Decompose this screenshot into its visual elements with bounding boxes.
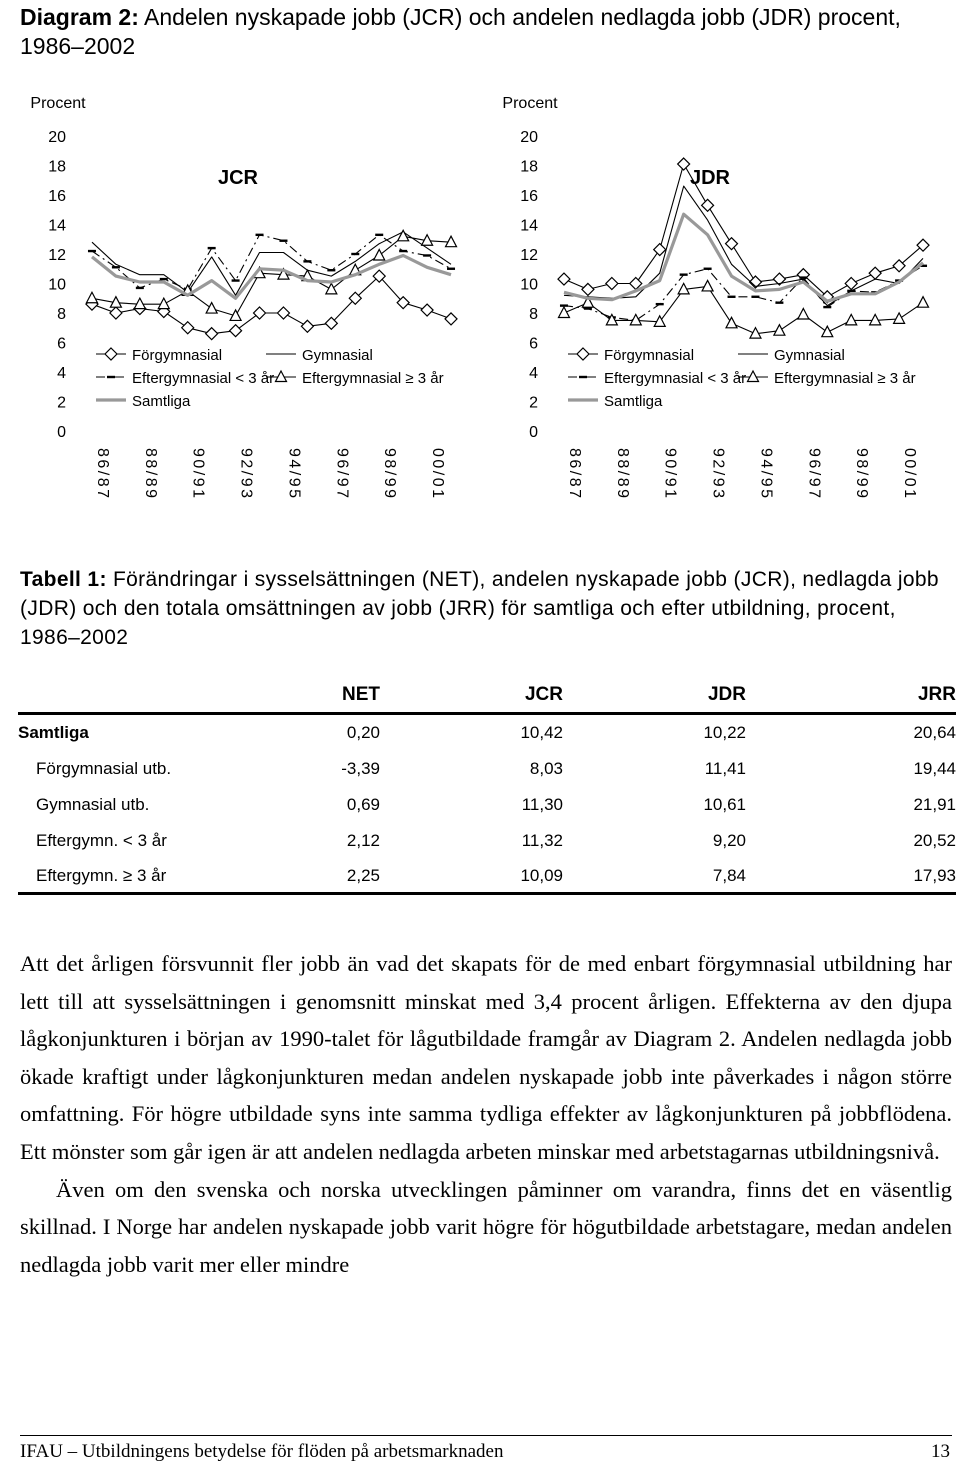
- data-point: [445, 313, 457, 325]
- stats-table: [18, 678, 956, 895]
- cell-net: 0,20: [346, 723, 380, 742]
- table-header-jrr: JRR: [746, 678, 956, 714]
- cell-jdr: 10,61: [703, 795, 746, 814]
- cell-jrr: 20,52: [913, 831, 956, 850]
- legend-marker: [276, 371, 287, 382]
- table-row: [18, 859, 956, 894]
- series-4: [92, 256, 451, 299]
- table-header-net: NET: [208, 678, 380, 714]
- x-tick-label: 92/93: [237, 448, 255, 501]
- series-3: [558, 280, 928, 338]
- data-point: [726, 317, 737, 328]
- table-row: [18, 787, 956, 823]
- y-tick-label: 14: [48, 217, 66, 235]
- legend-marker: [577, 348, 589, 360]
- data-point: [158, 298, 169, 309]
- x-tick-label: 00/01: [901, 448, 919, 501]
- y-tick-label: 14: [520, 217, 538, 235]
- data-point: [918, 297, 929, 308]
- y-tick-label: 20: [520, 129, 538, 146]
- series-line: [92, 256, 451, 299]
- data-point: [774, 325, 785, 336]
- table-row: [18, 823, 956, 859]
- data-point: [230, 325, 242, 337]
- legend: [96, 347, 444, 410]
- series-line: [92, 276, 451, 334]
- cell-jdr: 7,84: [563, 859, 746, 894]
- legend-marker: [105, 348, 117, 360]
- cell-jcr: 10,09: [380, 859, 563, 894]
- legend-label: Gymnasial: [302, 347, 373, 364]
- y-tick-label: 12: [520, 247, 538, 264]
- x-tick-label: 96/97: [805, 448, 823, 501]
- y-tick-label: 18: [48, 158, 66, 176]
- row-label: Samtliga: [18, 723, 89, 742]
- y-tick-label: 4: [529, 365, 538, 382]
- chart-title: JDR: [689, 167, 731, 189]
- x-tick-label: 90/91: [661, 448, 679, 501]
- diagram-title-text: Andelen nyskapade jobb (JCR) och andelen nedlagda jobb (JDR) procent, 1986–2002: [20, 4, 901, 59]
- page-number: 13: [931, 1441, 950, 1462]
- cell-net: -3,39: [341, 759, 380, 778]
- y-tick-label: 2: [529, 394, 538, 412]
- cell-jrr: 17,93: [746, 859, 956, 894]
- data-point: [822, 326, 833, 337]
- data-point: [110, 307, 122, 319]
- data-point: [206, 303, 217, 314]
- footer-rule: [20, 1435, 952, 1436]
- data-point: [254, 307, 266, 319]
- x-tick-label: 98/99: [853, 448, 871, 501]
- x-tick-label: 96/97: [333, 448, 351, 501]
- series-1: [564, 186, 923, 306]
- data-point: [702, 199, 714, 211]
- x-tick-label: 86/87: [565, 448, 583, 501]
- data-point: [558, 273, 570, 285]
- chart-jdr: [490, 86, 945, 506]
- legend-label: Samtliga: [604, 393, 663, 410]
- data-point: [869, 267, 881, 279]
- legend: [568, 347, 916, 410]
- data-point: [374, 249, 385, 260]
- cell-net: 2,25: [208, 859, 380, 894]
- series-line: [564, 214, 923, 301]
- series-line: [564, 164, 923, 297]
- data-point: [678, 158, 690, 170]
- y-tick-label: 18: [520, 158, 538, 176]
- x-tick-label: 88/89: [141, 448, 159, 501]
- cell-jrr: 19,44: [913, 759, 956, 778]
- legend-label: Eftergymnasial ≥ 3 år: [774, 370, 916, 387]
- cell-jcr: 11,30: [521, 795, 563, 814]
- x-tick-label: 86/87: [93, 448, 111, 501]
- chart-title: JCR: [217, 167, 259, 189]
- table-row: [18, 714, 956, 752]
- cell-jdr: 9,20: [712, 831, 746, 850]
- legend-label: Förgymnasial: [132, 347, 223, 364]
- cell-jdr: 11,41: [704, 759, 746, 778]
- series-4: [564, 214, 923, 301]
- data-point: [582, 283, 594, 295]
- data-point: [894, 313, 905, 324]
- series-line: [92, 236, 451, 316]
- row-label: Gymnasial utb.: [36, 795, 150, 814]
- table-title: [20, 565, 940, 652]
- cell-jcr: 11,32: [521, 831, 563, 850]
- data-point: [326, 283, 337, 294]
- data-point: [206, 328, 218, 340]
- y-tick-label: 6: [57, 335, 66, 353]
- x-tick-label: 00/01: [429, 448, 447, 501]
- x-tick-label: 98/99: [381, 448, 399, 501]
- legend-label: Eftergymnasial < 3 år: [604, 370, 747, 387]
- y-tick-label: 10: [48, 276, 66, 294]
- paragraph: Att det årligen försvunnit fler jobb än vad det skapats för de med enbart förgymnasial utbildning har lett till att sysselsättningen i genomsnitt minskat med 3,4 procent årligen. Effekterna av den djupa lågkonjunkturen i början av 1990-talet för lågutbildade framgår av Diagram 2. Andelen nedlagda jobb ökade kraftigt under lågkonjunkturen medan andelen nyskapade jobb inte påverkades i någon större omfattning. För högre utbildade syns inte samma tydliga effekter av lågkonjunkturen på jobbflödena. Ett mönster som går igen är att andelen nedlagda arbeten minskar med arbetstagarnas utbildningsnivå.: [20, 951, 952, 1164]
- legend-label: Eftergymnasial < 3 år: [132, 370, 275, 387]
- y-tick-label: 16: [48, 188, 66, 205]
- table-header-empty: [18, 678, 208, 714]
- x-tick-label: 94/95: [757, 448, 775, 501]
- y-tick-label: 8: [529, 306, 538, 323]
- row-label: Förgymnasial utb.: [36, 759, 172, 778]
- data-point: [845, 278, 857, 290]
- y-tick-label: 2: [57, 394, 66, 412]
- table-header-row: [18, 678, 956, 714]
- data-point: [726, 238, 738, 250]
- table-label: Tabell 1:: [20, 568, 107, 591]
- y-tick-label: 20: [48, 129, 66, 146]
- series-0: [558, 158, 929, 303]
- legend-marker: [748, 371, 759, 382]
- x-tick-label: 88/89: [613, 448, 631, 501]
- diagram-label: Diagram 2:: [20, 4, 139, 30]
- y-tick-label: 12: [48, 247, 66, 264]
- data-point: [182, 322, 194, 334]
- table-title-text: Förändringar i sysselsättningen (NET), andelen nyskapade jobb (JCR), nedlagda jobb (JDR) och den totala omsättningen av jobb (JRR) för samtliga och efter utbildning, procent, 1986–2002: [20, 568, 939, 649]
- cell-jrr: 21,91: [913, 795, 956, 814]
- y-axis-label: Procent: [30, 95, 86, 112]
- cell-jcr: 10,42: [520, 723, 563, 742]
- footer-title: IFAU – Utbildningens betydelse för flöden på arbetsmarknaden: [20, 1441, 504, 1462]
- row-label: Eftergymn. ≥ 3 år: [18, 859, 208, 894]
- data-point: [421, 304, 433, 316]
- y-tick-label: 10: [520, 276, 538, 294]
- x-tick-label: 90/91: [189, 448, 207, 501]
- y-tick-label: 0: [529, 424, 538, 441]
- data-point: [398, 230, 409, 241]
- chart-jcr: [18, 86, 473, 506]
- data-point: [277, 307, 289, 319]
- row-label: Eftergymn. < 3 år: [36, 831, 167, 850]
- data-point: [846, 314, 857, 325]
- data-point: [301, 320, 313, 332]
- cell-jcr: 8,03: [529, 759, 563, 778]
- diagram-title: [20, 3, 940, 61]
- data-point: [606, 278, 618, 290]
- legend-label: Eftergymnasial ≥ 3 år: [302, 370, 444, 387]
- data-point: [702, 280, 713, 291]
- cell-net: 0,69: [346, 795, 380, 814]
- series-line: [564, 186, 923, 306]
- x-tick-label: 94/95: [285, 448, 303, 501]
- legend-label: Förgymnasial: [604, 347, 695, 364]
- legend-label: Gymnasial: [774, 347, 845, 364]
- cell-net: 2,12: [346, 831, 380, 850]
- data-point: [654, 244, 666, 256]
- y-tick-label: 4: [57, 365, 66, 382]
- table-row: [18, 751, 956, 787]
- data-point: [798, 308, 809, 319]
- paragraph: Även om den svenska och norska utvecklingen påminner om varandra, finns det en väsentlig skillnad. I Norge har andelen nyskapade jobb varit högre för högutbildade arbetstagare, medan andelen nedlagda jobb varit mer eller mindre: [20, 1176, 952, 1277]
- y-tick-label: 6: [529, 335, 538, 353]
- y-tick-label: 0: [57, 424, 66, 441]
- legend-label: Samtliga: [132, 393, 191, 410]
- y-tick-label: 8: [57, 306, 66, 323]
- y-axis-label: Procent: [502, 95, 558, 112]
- data-point: [134, 298, 145, 309]
- y-tick-label: 16: [520, 188, 538, 205]
- data-point: [86, 292, 97, 303]
- x-tick-label: 92/93: [709, 448, 727, 501]
- table-header-jcr: JCR: [380, 678, 563, 714]
- cell-jrr: 20,64: [913, 723, 956, 742]
- data-point: [558, 307, 569, 318]
- table-header-jdr: JDR: [563, 678, 746, 714]
- body-text: [20, 945, 952, 1283]
- cell-jdr: 10,22: [703, 723, 746, 742]
